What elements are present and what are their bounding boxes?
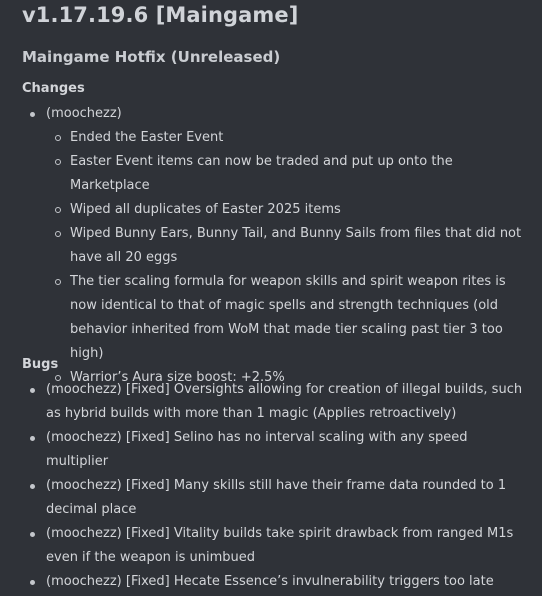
page-title: v1.17.19.6 [Maingame] bbox=[22, 3, 299, 27]
bugs-list bbox=[22, 378, 530, 594]
bug-item: (moochezz) [Fixed] Oversights allowing for creation of illegal builds, such as hybrid builds with more than 1 magic (Applies retroactively) bbox=[22, 378, 530, 426]
changes-author: (moochezz) bbox=[46, 106, 122, 121]
bug-item: (moochezz) [Fixed] Many skills still have their frame data rounded to 1 decimal place bbox=[22, 474, 530, 522]
patch-subtitle: Maingame Hotfix (Unreleased) bbox=[22, 48, 281, 66]
changes-author-item bbox=[22, 102, 530, 390]
changes-heading: Changes bbox=[22, 81, 85, 96]
change-item: The tier scaling formula for weapon skills and spirit weapon rites is now identical to that of magic spells and strength techniques (old behavior inherited from WoM that made tier scaling past tier 3 too high) bbox=[46, 270, 530, 366]
changes-list bbox=[22, 102, 530, 390]
bug-item: (moochezz) [Fixed] Vitality builds take spirit drawback from ranged M1s even if the weapon is unimbued bbox=[22, 522, 530, 570]
bugs-heading: Bugs bbox=[22, 357, 59, 372]
change-item: Warrior’s Aura size boost: +2.5% bbox=[46, 366, 530, 390]
change-item: Wiped all duplicates of Easter 2025 items bbox=[46, 198, 530, 222]
bug-item: (moochezz) [Fixed] Selino has no interval scaling with any speed multiplier bbox=[22, 426, 530, 474]
changes-sublist bbox=[46, 126, 530, 390]
change-item: Easter Event items can now be traded and put up onto the Marketplace bbox=[46, 150, 530, 198]
change-item: Ended the Easter Event bbox=[46, 126, 530, 150]
change-item: Wiped Bunny Ears, Bunny Tail, and Bunny Sails from files that did not have all 20 eggs bbox=[46, 222, 530, 270]
bug-item: (moochezz) [Fixed] Hecate Essence’s invulnerability triggers too late bbox=[22, 570, 530, 594]
